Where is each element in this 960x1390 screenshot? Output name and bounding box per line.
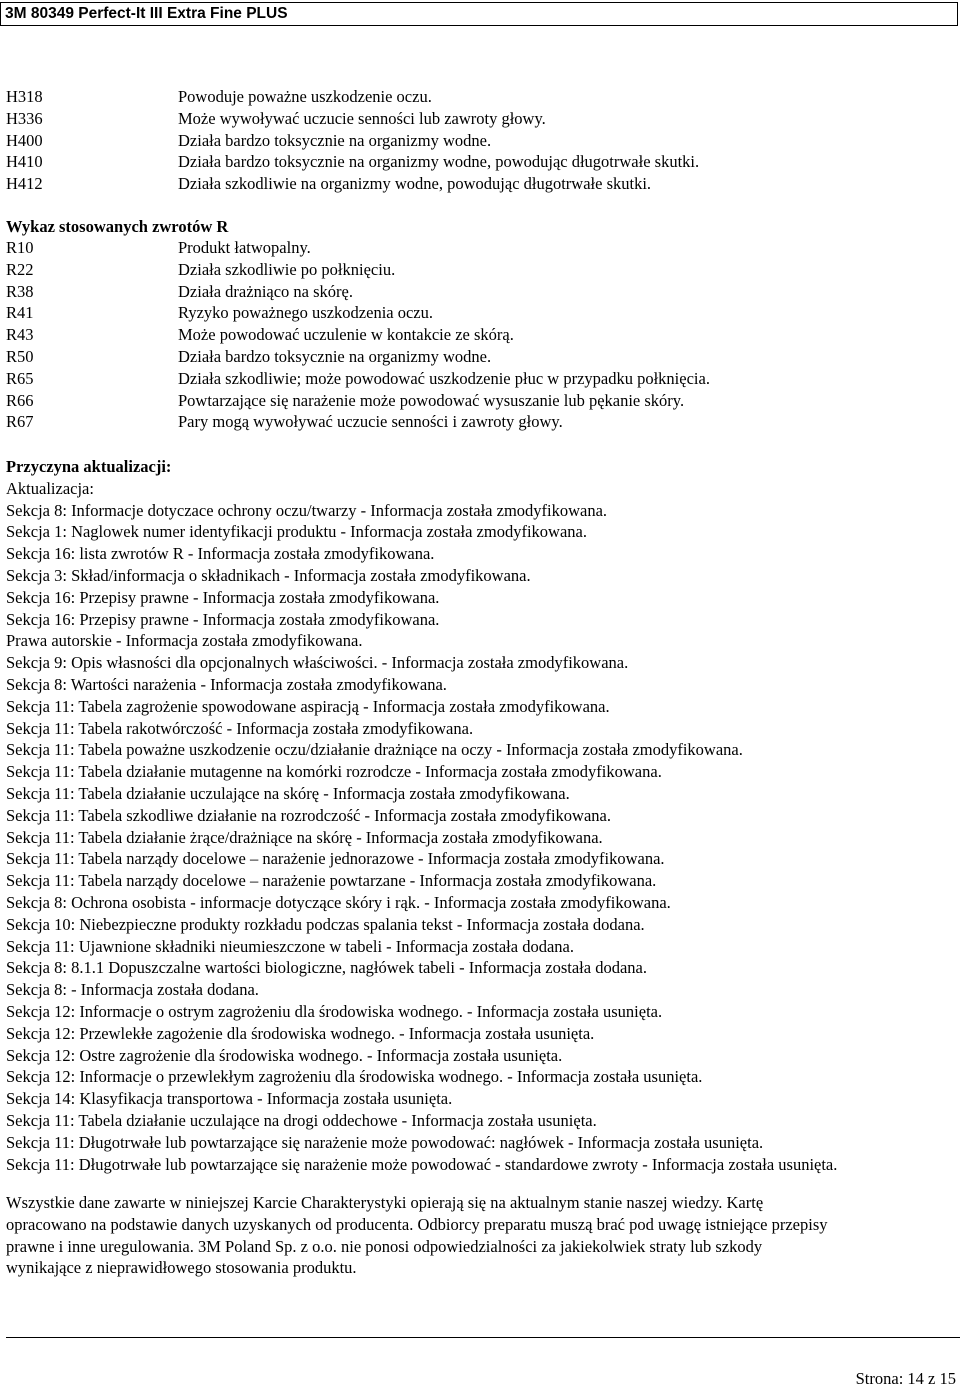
r-phrase-text: Działa bardzo toksycznie na organizmy wodne. — [178, 346, 492, 366]
update-line: Sekcja 1: Naglowek numer identyfikacji produktu - Informacja została zmodyfikowana. — [6, 522, 587, 542]
h-statement-code: H318 — [6, 87, 43, 106]
update-section — [6, 456, 960, 1175]
r-phrases-list — [6, 237, 960, 433]
h-statement-text: Działa szkodliwie na organizmy wodne, powodując długotrwałe skutki. — [178, 174, 652, 194]
update-line: Sekcja 8: 8.1.1 Dopuszczalne wartości biologiczne, nagłówek tabeli - Informacja została dodana. — [6, 958, 647, 978]
update-line: Sekcja 11: Długotrwałe lub powtarzające się narażenie może powodować - standardowe zwroty - Informacja została usunięta. — [6, 1154, 838, 1174]
r-phrase-code: R22 — [6, 259, 34, 279]
update-line: Sekcja 11: Tabela działanie żrące/drażniące na skórę - Informacja została zmodyfikowana. — [6, 827, 603, 847]
update-line: Prawa autorskie - Informacja została zmodyfikowana. — [6, 631, 363, 651]
update-line: Sekcja 11: Tabela działanie mutagenne na komórki rozrodcze - Informacja została zmodyfikowana. — [6, 762, 662, 782]
r-phrase — [6, 324, 960, 346]
update-line: Sekcja 11: Tabela narządy docelowe – narażenie jednorazowe - Informacja została zmodyfikowana. — [6, 849, 665, 869]
r-phrase — [6, 346, 960, 368]
update-line: Sekcja 8: Ochrona osobista - informacje dotyczące skóry i rąk. - Informacja została zmodyfikowana. — [6, 892, 671, 912]
update-line: Sekcja 11: Tabela zagrożenie spowodowane aspiracją - Informacja została zmodyfikowana. — [6, 696, 610, 716]
disclaimer — [6, 1192, 960, 1279]
update-line: Sekcja 3: Skład/informacja o składnikach - Informacja została zmodyfikowana. — [6, 565, 531, 585]
r-phrase-text: Działa szkodliwie po połknięciu. — [178, 259, 396, 279]
update-subheading: Aktualizacja: — [6, 478, 94, 498]
h-statement — [6, 130, 960, 152]
r-phrase — [6, 390, 960, 412]
update-line: Sekcja 12: Informacje o ostrym zagrożeniu dla środowiska wodnego. - Informacja została usunięta. — [6, 1001, 663, 1021]
r-phrase-text: Ryzyko poważnego uszkodzenia oczu. — [178, 303, 434, 323]
r-phrase-text: Powtarzające się narażenie może powodować wysuszanie lub pękanie skóry. — [178, 390, 685, 410]
r-phrase — [6, 281, 960, 303]
update-line: Sekcja 12: Informacje o przewlekłym zagrożeniu dla środowiska wodnego. - Informacja została usunięta. — [6, 1067, 703, 1087]
h-statement-code: H412 — [6, 174, 43, 194]
disclaimer-line: prawne i inne uregulowania. 3M Poland Sp. z o.o. nie ponosi odpowiedzialności za jakiekolwiek straty lub szkody — [6, 1236, 763, 1256]
update-line: Sekcja 12: Ostre zagrożenie dla środowiska wodnego. - Informacja została usunięta. — [6, 1045, 563, 1065]
h-statement — [6, 173, 960, 195]
r-phrase — [6, 302, 960, 324]
h-statement — [6, 151, 960, 173]
r-phrase-code: R10 — [6, 238, 34, 257]
update-line: Sekcja 16: lista zwrotów R - Informacja została zmodyfikowana. — [6, 544, 435, 564]
r-phrase-text: Działa drażniąco na skórę. — [178, 281, 353, 301]
update-line: Sekcja 11: Tabela działanie uczulające na drogi oddechowe - Informacja została usunięta. — [6, 1110, 597, 1130]
r-phrase — [6, 411, 960, 433]
update-line: Sekcja 8: Informacje dotyczace ochrony oczu/twarzy - Informacja została zmodyfikowana. — [6, 500, 608, 520]
disclaimer-line: opracowano na podstawie danych uzyskanych od producenta. Odbiorcy preparatu muszą brać pod uwagę istniejące przepisy — [6, 1214, 828, 1234]
r-phrase-code: R38 — [6, 281, 34, 301]
h-statement-text: Działa bardzo toksycznie na organizmy wodne. — [178, 130, 492, 150]
update-lines — [6, 500, 960, 1176]
r-phrase-text: Może powodować uczulenie w kontakcie ze skórą. — [178, 325, 514, 345]
update-heading: Przyczyna aktualizacji: — [6, 457, 172, 476]
update-line: Sekcja 16: Przepisy prawne - Informacja została zmodyfikowana. — [6, 587, 440, 607]
h-statement-code: H400 — [6, 130, 43, 150]
update-line: Sekcja 11: Tabela narządy docelowe – narażenie powtarzane - Informacja została zmodyfikowana. — [6, 871, 657, 891]
r-phrase-text: Produkt łatwopalny. — [178, 238, 311, 257]
h-statement — [6, 108, 960, 130]
r-phrase — [6, 237, 960, 259]
update-line: Sekcja 8: Wartości narażenia - Informacja została zmodyfikowana. — [6, 674, 447, 694]
r-phrase-code: R41 — [6, 303, 34, 323]
document-header — [0, 2, 958, 26]
r-phrase-code: R67 — [6, 412, 34, 432]
h-statement — [6, 86, 960, 108]
r-phrase-code: R65 — [6, 368, 34, 388]
update-line: Sekcja 12: Przewlekłe zagożenie dla środowiska wodnego. - Informacja została usunięta. — [6, 1023, 595, 1043]
update-line: Sekcja 16: Przepisy prawne - Informacja została zmodyfikowana. — [6, 609, 440, 629]
h-statement-code: H336 — [6, 108, 43, 128]
update-line: Sekcja 11: Tabela szkodliwe działanie na rozrodczość - Informacja została zmodyfikowana. — [6, 805, 611, 825]
update-line: Sekcja 11: Tabela rakotwórczość - Informacja została zmodyfikowana. — [6, 718, 474, 738]
update-line: Sekcja 8: - Informacja została dodana. — [6, 980, 259, 1000]
update-line: Sekcja 11: Tabela działanie uczulające na skórę - Informacja została zmodyfikowana. — [6, 783, 570, 803]
r-phrase-code: R43 — [6, 325, 34, 345]
r-phrase — [6, 368, 960, 390]
h-statement-text: Działa bardzo toksycznie na organizmy wodne, powodując długotrwałe skutki. — [178, 152, 700, 172]
r-phrase-text: Pary mogą wywoływać uczucie senności i zawroty głowy. — [178, 412, 563, 432]
h-statements-list — [6, 86, 960, 195]
update-line: Sekcja 9: Opis własności dla opcjonalnych właściwości. - Informacja została zmodyfikowana. — [6, 653, 629, 673]
page-number: Strona: 14 z 15 — [855, 1369, 956, 1388]
r-phrases-heading: Wykaz stosowanych zwrotów R — [6, 217, 229, 236]
disclaimer-line: Wszystkie dane zawarte w niniejszej Karcie Charakterystyki opierają się na aktualnym stanie naszej wiedzy. Kartę — [6, 1193, 764, 1212]
update-line: Sekcja 11: Ujawnione składniki nieumieszczone w tabeli - Informacja została dodana. — [6, 936, 574, 956]
disclaimer-line: wynikające z nieprawidłowego stosowania produktu. — [6, 1258, 357, 1278]
update-line: Sekcja 11: Długotrwałe lub powtarzające się narażenie może powodować: nagłówek - Informacja została usunięta. — [6, 1132, 764, 1152]
r-phrase-code: R66 — [6, 390, 34, 410]
r-phrase-text: Działa szkodliwie; może powodować uszkodzenie płuc w przypadku połknięcia. — [178, 368, 710, 388]
h-statement-code: H410 — [6, 152, 43, 172]
h-statement-text: Może wywoływać uczucie senności lub zawroty głowy. — [178, 108, 546, 128]
r-phrase — [6, 259, 960, 281]
product-title: 3M 80349 Perfect-It III Extra Fine PLUS — [5, 5, 288, 22]
r-phrase-code: R50 — [6, 346, 34, 366]
footer-divider — [6, 1337, 960, 1338]
update-line: Sekcja 10: Niebezpieczne produkty rozkładu podczas spalania tekst - Informacja została dodana. — [6, 914, 645, 934]
update-line: Sekcja 11: Tabela poważne uszkodzenie oczu/działanie drażniące na oczy - Informacja została zmodyfikowana. — [6, 740, 743, 760]
update-line: Sekcja 14: Klasyfikacja transportowa - Informacja została usunięta. — [6, 1089, 453, 1109]
h-statement-text: Powoduje poważne uszkodzenie oczu. — [178, 87, 432, 106]
